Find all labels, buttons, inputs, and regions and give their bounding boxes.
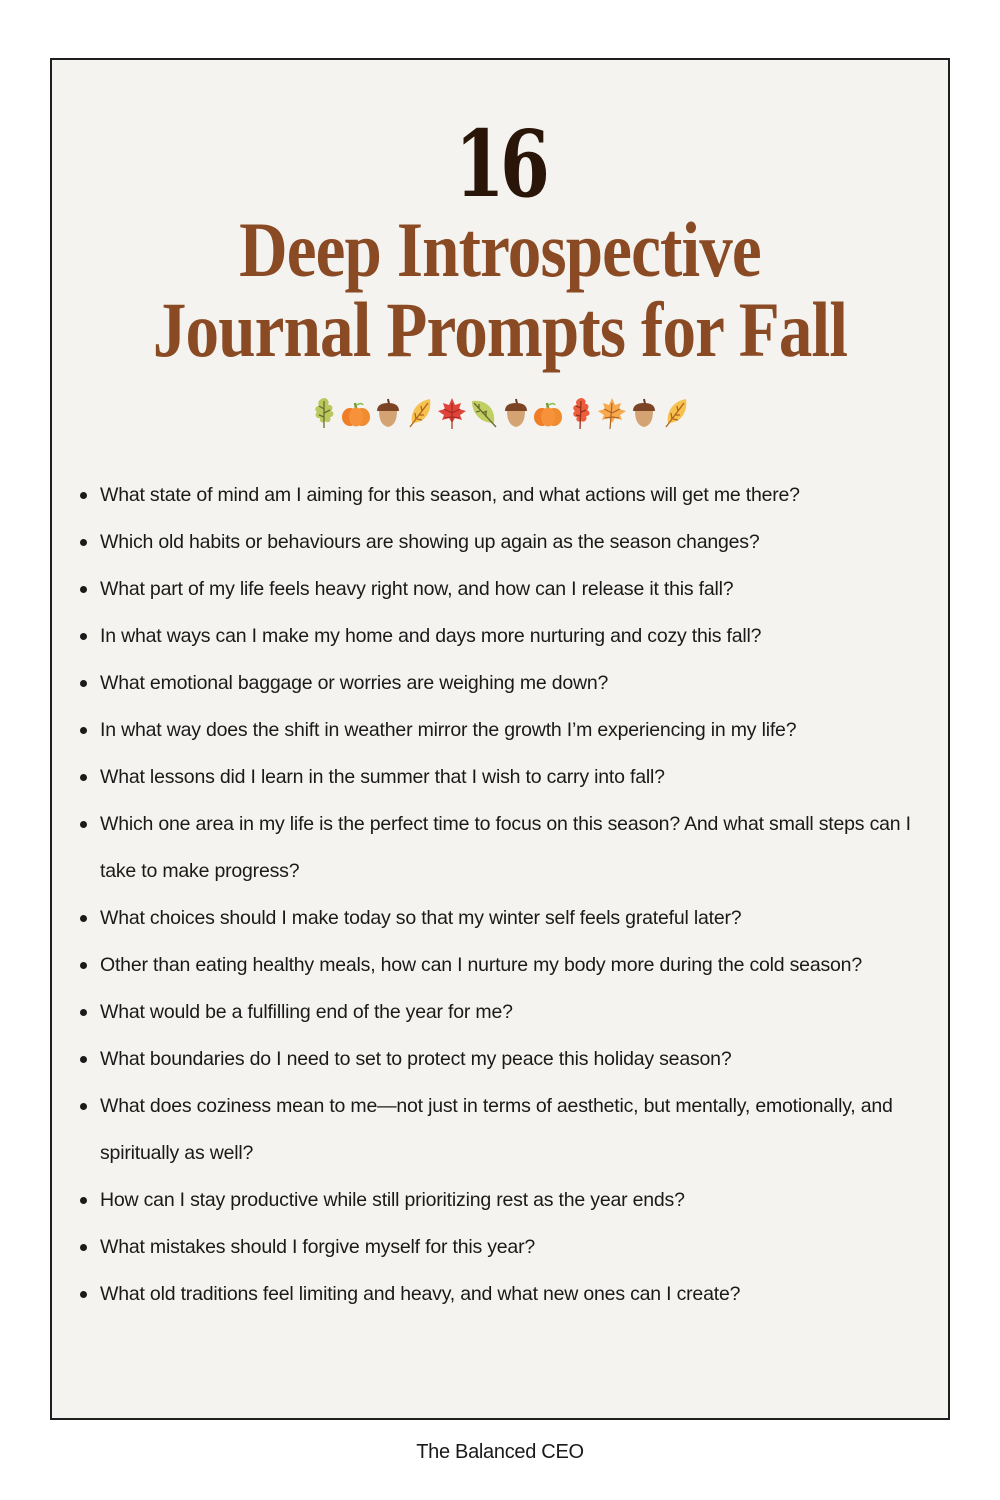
prompt-text: What lessons did I learn in the summer that I wish to carry into fall?	[100, 766, 665, 788]
prompt-text: What state of mind am I aiming for this season, and what actions will get me there?	[100, 484, 800, 506]
red-oak-leaf-icon	[564, 395, 596, 431]
prompt-text: What boundaries do I need to set to protect my peace this holiday season?	[100, 1048, 732, 1070]
bullet-icon	[80, 1244, 87, 1251]
list-item	[80, 1224, 940, 1271]
green-oak-leaf-icon	[308, 395, 340, 431]
yellow-leaf-icon	[660, 395, 692, 431]
bullet-icon	[80, 1056, 87, 1063]
list-item	[80, 472, 940, 519]
list-item	[80, 1036, 940, 1083]
prompt-count: 16	[454, 110, 546, 218]
list-item	[80, 1083, 940, 1177]
autumn-icon-row	[52, 393, 948, 433]
bullet-icon	[80, 821, 87, 828]
prompt-text: In what way does the shift in weather mirror the growth I’m experiencing in my life?	[100, 719, 797, 741]
prompt-text: What mistakes should I forgive myself for this year?	[100, 1236, 536, 1258]
bullet-icon	[80, 727, 87, 734]
prompt-text: What old traditions feel limiting and heavy, and what new ones can I create?	[100, 1283, 741, 1305]
list-item	[80, 566, 940, 613]
bullet-icon	[80, 539, 87, 546]
bullet-icon	[80, 492, 87, 499]
title-line-1: Deep Introspective	[239, 206, 761, 293]
bullet-icon	[80, 1291, 87, 1298]
bullet-icon	[80, 1009, 87, 1016]
list-item	[80, 613, 940, 660]
orange-maple-leaf-icon	[596, 395, 628, 431]
pumpkin-icon	[532, 395, 564, 431]
prompt-text: How can I stay productive while still prioritizing rest as the year ends?	[100, 1189, 685, 1211]
list-item	[80, 801, 940, 895]
acorn-icon	[500, 395, 532, 431]
list-item	[80, 519, 940, 566]
list-item	[80, 895, 940, 942]
acorn-icon	[372, 395, 404, 431]
list-item	[80, 707, 940, 754]
prompt-text: What would be a fulfilling end of the year for me?	[100, 1001, 513, 1023]
acorn-icon	[628, 395, 660, 431]
list-item	[80, 989, 940, 1036]
prompt-text: In what ways can I make my home and days more nurturing and cozy this fall?	[100, 625, 762, 647]
bullet-icon	[80, 962, 87, 969]
title-line-2: Journal Prompts for Fall	[152, 286, 848, 373]
list-item	[80, 1271, 940, 1318]
page-title	[115, 206, 886, 373]
bullet-icon	[80, 680, 87, 687]
brand-footer: The Balanced CEO	[416, 1441, 584, 1463]
bullet-icon	[80, 1197, 87, 1204]
prompt-text: Other than eating healthy meals, how can I nurture my body more during the cold season?	[100, 954, 862, 976]
prompt-text: What emotional baggage or worries are weighing me down?	[100, 672, 609, 694]
list-item	[80, 660, 940, 707]
bullet-icon	[80, 633, 87, 640]
bullet-icon	[80, 774, 87, 781]
bullet-icon	[80, 915, 87, 922]
list-item	[80, 1177, 940, 1224]
prompt-list	[80, 472, 940, 1318]
yellow-leaf-icon	[404, 395, 436, 431]
list-item	[80, 754, 940, 801]
prompt-text: What does coziness mean to me—not just in terms of aesthetic, but mentally, emotionally, and spiritually as well?	[100, 1095, 893, 1164]
bullet-icon	[80, 1103, 87, 1110]
prompt-text: What part of my life feels heavy right now, and how can I release it this fall?	[100, 578, 734, 600]
prompt-text: Which one area in my life is the perfect time to focus on this season? And what small steps can I take to make progress?	[100, 813, 911, 882]
journal-card	[50, 58, 950, 1420]
prompt-text: Which old habits or behaviours are showing up again as the season changes?	[100, 531, 760, 553]
bullet-icon	[80, 586, 87, 593]
green-leaf-icon	[468, 395, 500, 431]
prompt-text: What choices should I make today so that my winter self feels grateful later?	[100, 907, 742, 929]
list-item	[80, 942, 940, 989]
red-maple-leaf-icon	[436, 395, 468, 431]
pumpkin-icon	[340, 395, 372, 431]
